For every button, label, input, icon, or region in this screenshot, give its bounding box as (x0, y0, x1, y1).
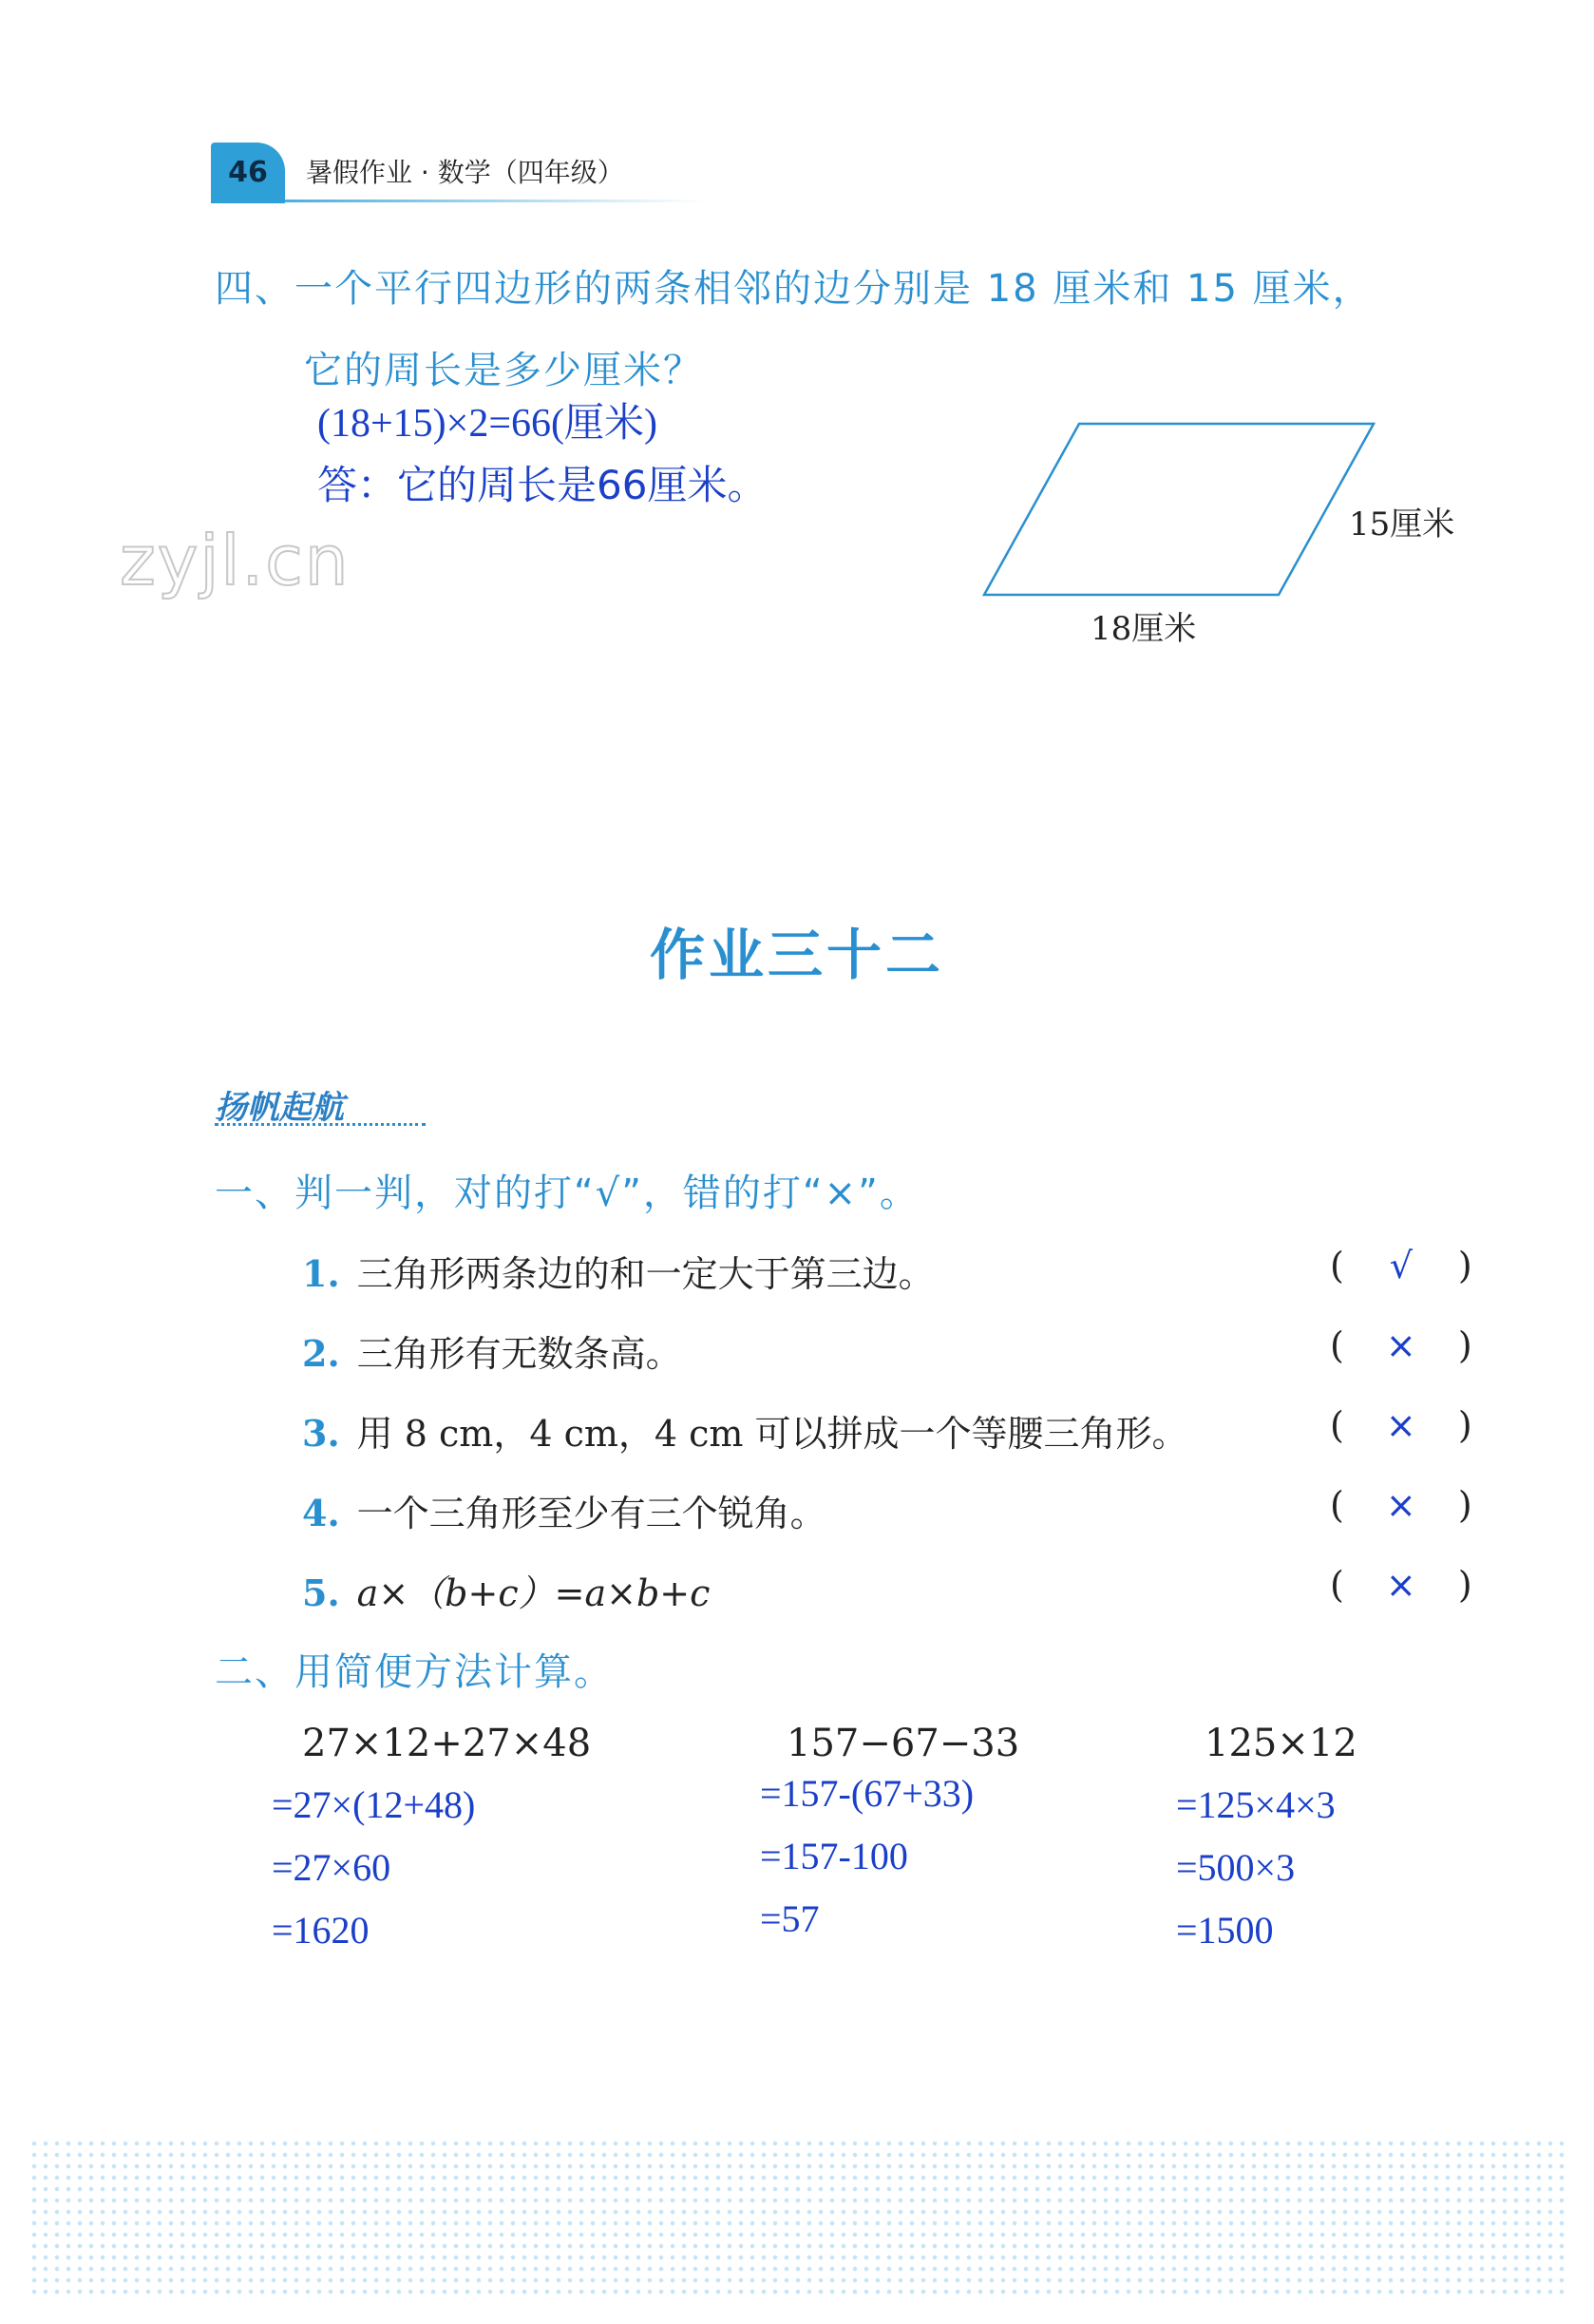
problem1-expression: 27×12+27×48 (302, 1722, 592, 1765)
page-number-badge: 46 (211, 143, 285, 203)
paren-open: ( (1330, 1324, 1344, 1366)
problem1-step2: =27×60 (272, 1846, 391, 1889)
item-number: 3. (302, 1412, 340, 1455)
problem2-step1: =157-(67+33) (760, 1772, 975, 1815)
paren-close: ) (1457, 1564, 1472, 1606)
answer-mark: × (1385, 1404, 1416, 1446)
problem1-step3: =1620 (272, 1909, 370, 1952)
side-length-label: 15厘米 (1349, 505, 1455, 543)
answer-mark: × (1385, 1324, 1416, 1366)
answer-paren (1330, 1564, 1472, 1606)
item-number: 4. (302, 1492, 340, 1534)
item-text: 一个三角形至少有三个锐角。 (356, 1493, 826, 1534)
answer-paren (1330, 1324, 1472, 1366)
answer-mark: √ (1389, 1245, 1413, 1286)
header-rule (211, 200, 705, 202)
question4-answer-text: 答：它的周长是66厘米。 (317, 462, 768, 508)
question4-answer-calc: (18+15)×2=66(厘米) (317, 402, 658, 446)
paren-open: ( (1330, 1245, 1344, 1286)
item-text: a×（b+c）=a×b+c (356, 1572, 711, 1614)
decorative-dot-pattern (28, 2138, 1566, 2299)
item-text: 用 8 cm，4 cm，4 cm 可以拼成一个等腰三角形。 (356, 1413, 1188, 1455)
header-title: 暑假作业 · 数学（四年级） (306, 157, 624, 188)
problem3-step2: =500×3 (1176, 1846, 1296, 1889)
problem2-step3: =57 (760, 1897, 820, 1940)
paren-close: ) (1457, 1324, 1472, 1366)
paren-open: ( (1330, 1484, 1344, 1526)
answer-paren (1330, 1484, 1472, 1526)
list-item (302, 1564, 710, 1616)
paren-close: ) (1457, 1245, 1472, 1286)
subsection-rule (215, 1123, 426, 1126)
question4-line1: 四、一个平行四边形的两条相邻的边分别是 18 厘米和 15 厘米， (215, 267, 1373, 311)
item-number: 1. (302, 1252, 340, 1295)
list-item (302, 1324, 682, 1377)
item-text: 三角形有无数条高。 (356, 1333, 682, 1375)
watermark-logo: zyjl.cn (120, 521, 351, 600)
base-length-label: 18厘米 (1091, 610, 1197, 648)
paren-open: ( (1330, 1564, 1344, 1606)
subsection-label: 扬帆起航 (215, 1089, 344, 1127)
parallelogram-shape (984, 424, 1374, 595)
list-item (302, 1404, 1188, 1457)
item-text: 三角形两条边的和一定大于第三边。 (356, 1253, 935, 1295)
answer-paren (1330, 1245, 1472, 1286)
part2-heading: 二、用简便方法计算。 (215, 1650, 614, 1694)
answer-paren (1330, 1404, 1472, 1446)
answer-mark: × (1385, 1484, 1416, 1526)
part1-heading: 一、判一判，对的打“√”，错的打“×”。 (215, 1172, 920, 1215)
problem3-step1: =125×4×3 (1176, 1783, 1336, 1826)
answer-mark: × (1385, 1564, 1416, 1606)
item-number: 5. (302, 1572, 340, 1614)
paren-close: ) (1457, 1404, 1472, 1446)
paren-close: ) (1457, 1484, 1472, 1526)
list-item (302, 1484, 826, 1536)
problem3-step3: =1500 (1176, 1909, 1274, 1952)
problem3-expression: 125×12 (1205, 1722, 1357, 1765)
list-item (302, 1245, 935, 1297)
paren-open: ( (1330, 1404, 1344, 1446)
item-number: 2. (302, 1332, 340, 1375)
problem2-expression: 157−67−33 (787, 1722, 1020, 1765)
problem2-step2: =157-100 (760, 1835, 908, 1877)
question4-line2: 它的周长是多少厘米？ (304, 349, 703, 392)
problem1-step1: =27×(12+48) (272, 1783, 476, 1826)
section-title: 作业三十二 (649, 923, 944, 987)
